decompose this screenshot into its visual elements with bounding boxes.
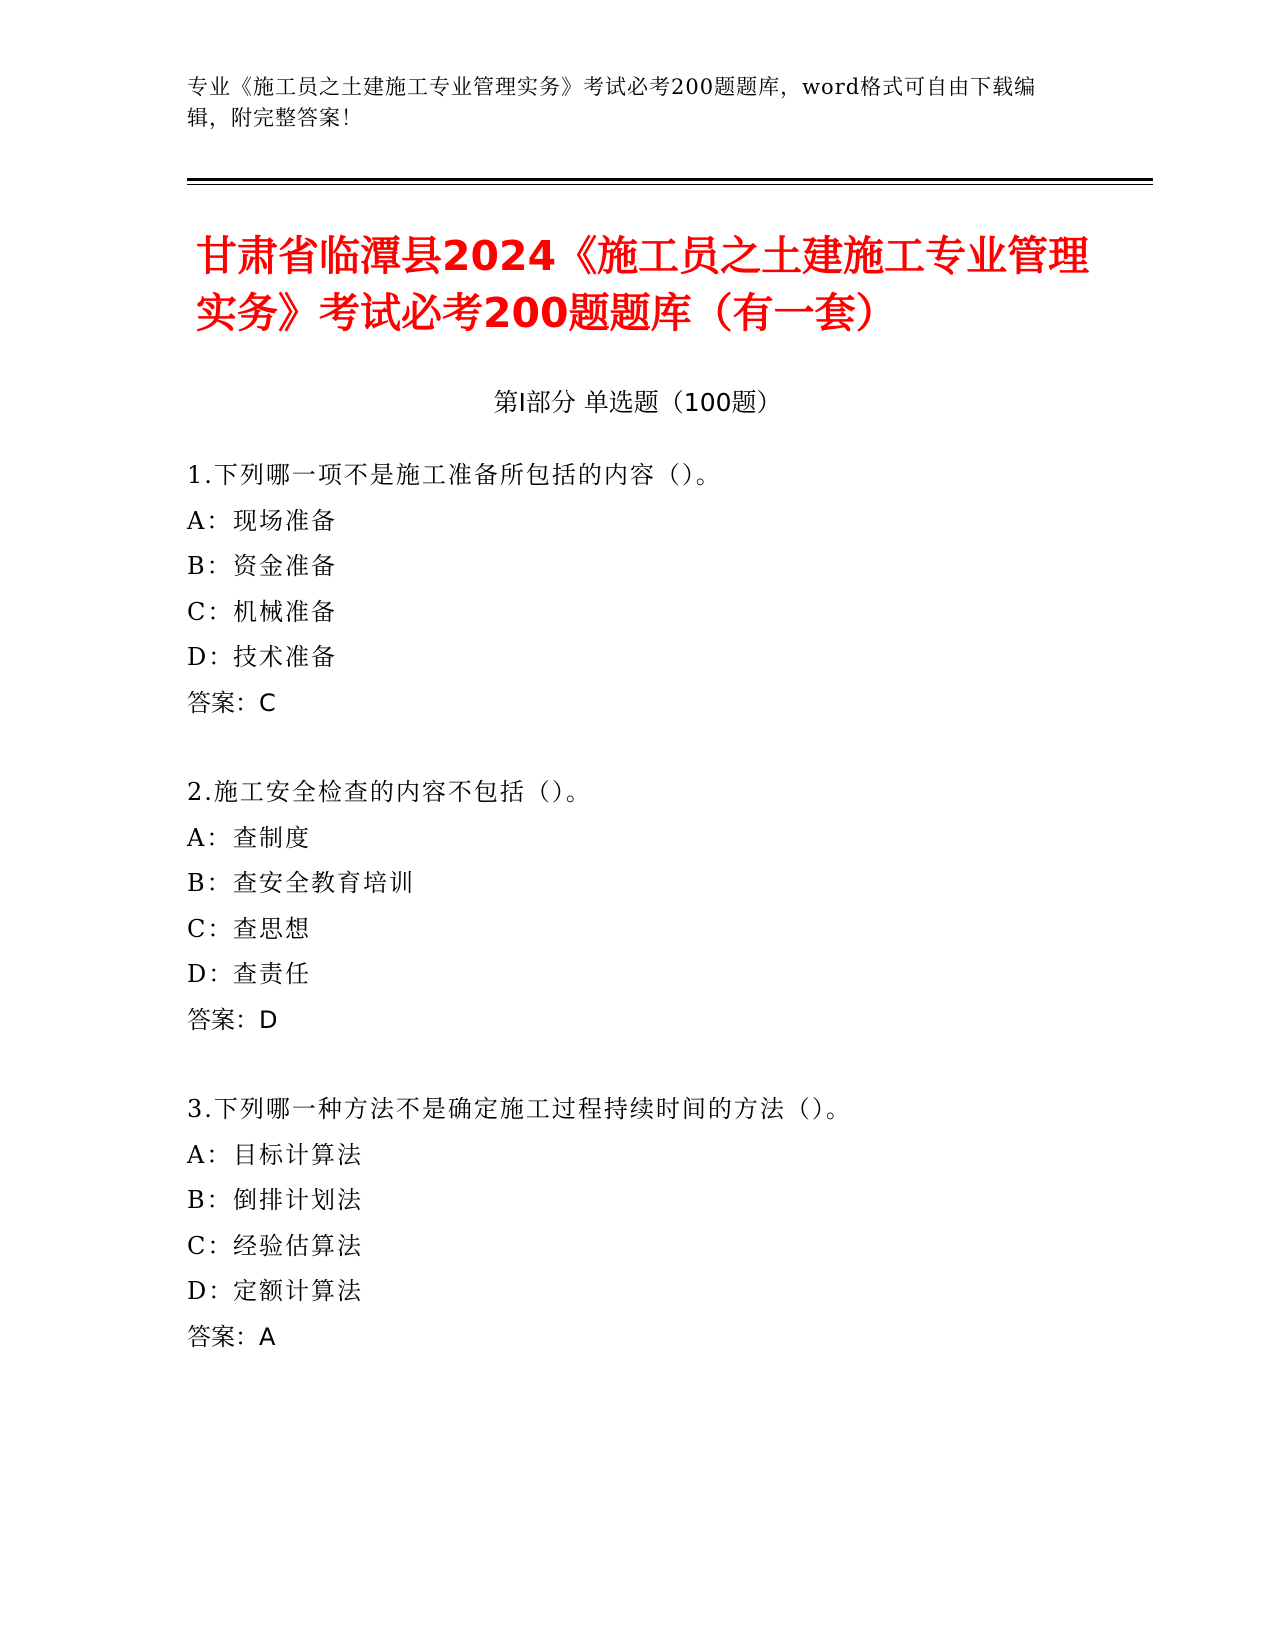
option-text: 现场准备 [233,506,337,535]
question-1 [187,453,1137,726]
option-d [187,1269,1137,1315]
option-b [187,544,1137,590]
answer: 答案：D [187,1005,278,1034]
option-text: 倒排计划法 [233,1186,363,1214]
answer: 答案：C [187,688,276,717]
option-key: C： [187,1231,234,1260]
option-d [187,952,1137,998]
question-3 [187,1087,1137,1360]
option-key: A： [187,1140,233,1169]
answer: 答案：A [187,1322,276,1351]
option-text: 查责任 [233,960,311,988]
document-title: 甘肃省临潭县2024《施工员之土建施工专业管理实务》考试必考200题题库（有一套） [196,232,1090,337]
section-title: 第Ⅰ部分 单选题（100题） [493,388,782,417]
question-stem: 3.下列哪一种方法不是确定施工过程持续时间的方法（）。 [187,1095,852,1123]
option-b [187,1178,1137,1224]
option-a [187,499,1137,545]
option-c [187,907,1137,953]
option-text: 定额计算法 [233,1277,363,1305]
option-key: C： [187,914,234,943]
question-2 [187,770,1137,1043]
option-a [187,816,1137,862]
option-text: 技术准备 [233,643,337,671]
option-key: B： [187,552,233,580]
option-key: A： [187,823,233,852]
option-a [187,1133,1137,1179]
option-key: D： [187,960,235,988]
option-key: B： [187,869,233,897]
option-text: 查安全教育培训 [233,869,415,897]
option-key: A： [187,506,233,535]
option-text: 经验估算法 [233,1231,363,1260]
option-text: 机械准备 [233,597,337,626]
option-key: D： [187,1277,235,1305]
option-b [187,861,1137,907]
option-d [187,635,1137,681]
question-stem: 2.施工安全检查的内容不包括（）。 [187,778,592,806]
option-text: 查思想 [233,914,311,943]
option-key: B： [187,1186,233,1214]
option-text: 查制度 [233,823,311,852]
option-text: 目标计算法 [233,1140,363,1169]
header-rule-thick [187,178,1153,181]
header-note: 专业《施工员之土建施工专业管理实务》考试必考200题题库，word格式可自由下载编辑，附完整答案！ [187,75,1037,130]
option-c [187,1224,1137,1270]
option-key: C： [187,597,234,626]
option-key: D： [187,643,235,671]
header-rule-thin [187,184,1153,185]
option-text: 资金准备 [233,552,337,580]
option-c [187,590,1137,636]
question-stem: 1.下列哪一项不是施工准备所包括的内容（）。 [187,461,722,489]
